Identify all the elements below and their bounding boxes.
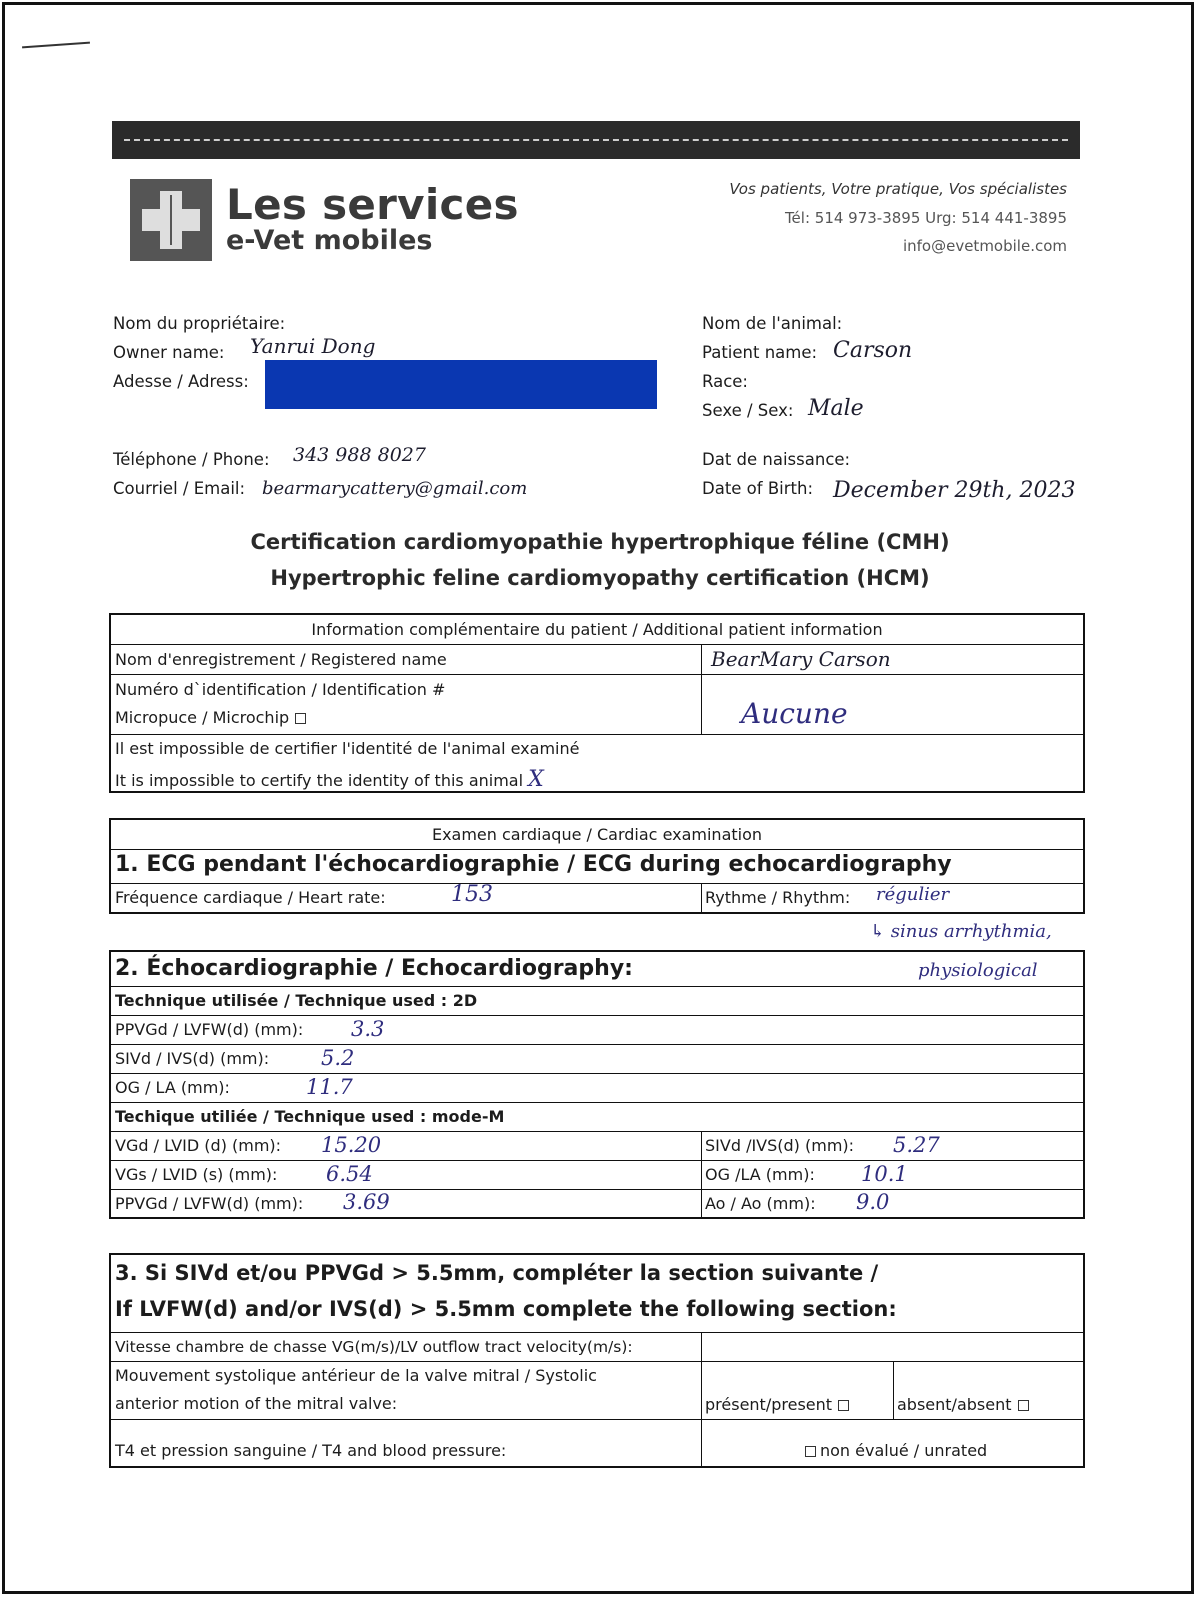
sam-label-line1: Mouvement systolique antérieur de la valve mitral / Systolic: [115, 1366, 597, 1385]
ao-value[interactable]: 9.0: [856, 1190, 890, 1214]
echo-section-title: 2. Échocardiographie / Echocardiography:: [115, 956, 633, 981]
sivd-label: SIVd / IVS(d) (mm):: [115, 1049, 270, 1068]
phone-value[interactable]: 343 988 8027: [293, 444, 426, 466]
table-header-row: [111, 820, 1083, 850]
email-label: Courriel / Email:: [113, 479, 246, 498]
table-row: [111, 675, 1083, 735]
sivd-m-value[interactable]: 5.27: [893, 1133, 940, 1157]
og-m-label: OG /LA (mm):: [705, 1165, 815, 1184]
owner-name-value[interactable]: Yanrui Dong: [250, 334, 376, 358]
phone-label: Téléphone / Phone:: [113, 450, 270, 469]
ecg-section-title: 1. ECG pendant l'échocardiographie / ECG during echocardiography: [115, 852, 952, 877]
ppvgd-label: PPVGd / LVFW(d) (mm):: [115, 1020, 304, 1039]
header-bar: [112, 121, 1080, 159]
rhythm-label: Rythme / Rhythm:: [705, 888, 851, 907]
table-row: [111, 1132, 1083, 1161]
registered-name-value[interactable]: BearMary Carson: [711, 647, 891, 671]
rhythm-value-line3: physiological: [918, 960, 1038, 981]
dob-value[interactable]: December 29th, 2023: [833, 478, 1076, 503]
table-row: [111, 884, 1083, 912]
t4-unrated-label: non évalué / unrated: [820, 1441, 988, 1460]
table-row: [111, 1103, 1083, 1132]
email-value[interactable]: bearmarycattery@gmail.com: [262, 478, 528, 499]
table-row: [111, 1161, 1083, 1190]
brand-name-line2: e-Vet mobiles: [226, 225, 433, 256]
table-row: [111, 1362, 1083, 1420]
microchip-checkbox[interactable]: [295, 713, 306, 724]
og-value[interactable]: 11.7: [306, 1075, 353, 1099]
rhythm-value-line2: ↳ sinus arrhythmia,: [870, 921, 1052, 942]
hcm-followup-table: [109, 1253, 1085, 1468]
identity-row: [111, 767, 544, 792]
animal-label-fr: Nom de l'animal:: [702, 314, 843, 333]
address-redaction: [265, 360, 657, 409]
sivd-m-label: SIVd /IVS(d) (mm):: [705, 1136, 855, 1155]
og-m-value[interactable]: 10.1: [861, 1162, 908, 1186]
owner-label-fr: Nom du propriétaire:: [113, 314, 286, 333]
dob-label-en: Date of Birth:: [702, 479, 814, 498]
address-label: Adesse / Adress:: [113, 372, 249, 391]
sam-present-label: présent/present: [705, 1395, 833, 1414]
contact-phones: Tél: 514 973-3895 Urg: 514 441-3895: [784, 209, 1067, 227]
contact-email: info@evetmobile.com: [902, 237, 1067, 255]
og-label: OG / LA (mm):: [115, 1078, 230, 1097]
race-label: Race:: [702, 372, 748, 391]
logo-icon: [130, 179, 212, 261]
table-row: [111, 735, 1083, 791]
vgd-value[interactable]: 15.20: [321, 1133, 382, 1157]
ppvgd-m-value[interactable]: 3.69: [343, 1190, 390, 1214]
patient-info-table: [109, 613, 1085, 793]
identification-label: Numéro d`identification / Identification #: [115, 680, 446, 699]
heart-rate-value[interactable]: 153: [451, 882, 493, 907]
identity-statement-fr: Il est impossible de certifier l'identité de l'animal examiné: [115, 739, 580, 758]
tagline: Vos patients, Votre pratique, Vos spécialistes: [729, 180, 1067, 198]
table-row: [111, 1074, 1083, 1103]
sam-absent-option[interactable]: [893, 1395, 1029, 1414]
microchip-label: Micropuce / Microchip: [115, 708, 290, 727]
table-row: [111, 645, 1083, 675]
animal-label-en: Patient name:: [702, 343, 818, 362]
t4-unrated-checkbox[interactable]: [805, 1446, 816, 1457]
registered-name-label: Nom d'enregistrement / Registered name: [115, 650, 447, 669]
table-row: [111, 1190, 1083, 1217]
sex-value[interactable]: Male: [808, 396, 864, 421]
table-row: [111, 1333, 1083, 1362]
rhythm-value-line1[interactable]: régulier: [876, 884, 950, 905]
vgs-value[interactable]: 6.54: [326, 1162, 373, 1186]
table-header-row: [111, 615, 1083, 645]
sam-absent-label: absent/absent: [897, 1395, 1012, 1414]
identity-statement-en: It is impossible to certify the identity of this animal: [115, 771, 524, 790]
owner-label-en: Owner name:: [113, 343, 225, 362]
sam-present-checkbox[interactable]: [838, 1400, 849, 1411]
vgd-label: VGd / LVID (d) (mm):: [115, 1136, 282, 1155]
brand-name-line1: Les services: [226, 180, 519, 229]
table-row: [111, 987, 1083, 1016]
t4-unrated-option[interactable]: [801, 1441, 987, 1460]
table-row: [111, 1045, 1083, 1074]
technique-m-label: Techique utiliée / Technique used : mode-M: [115, 1107, 505, 1126]
title-fr: Certification cardiomyopathie hypertrophique féline (CMH): [250, 530, 950, 554]
ao-label: Ao / Ao (mm):: [705, 1194, 816, 1213]
table-row: [111, 850, 1083, 884]
identity-checkmark[interactable]: X: [528, 767, 544, 792]
sivd-value[interactable]: 5.2: [321, 1046, 355, 1070]
section3-title-en: If LVFW(d) and/or IVS(d) > 5.5mm complete the following section:: [115, 1297, 897, 1321]
info-table-header: Information complémentaire du patient / Additional patient information: [311, 620, 883, 639]
header-bar-dashes: [124, 139, 1068, 141]
dob-label-fr: Dat de naissance:: [702, 450, 851, 469]
table-row: [111, 952, 1083, 987]
ecg-table: [109, 818, 1085, 914]
animal-name-value[interactable]: Carson: [833, 338, 913, 363]
outflow-velocity-label: Vitesse chambre de chasse VG(m/s)/LV outflow tract velocity(m/s):: [115, 1338, 633, 1356]
sam-label-line2: anterior motion of the mitral valve:: [115, 1394, 398, 1413]
sam-present-option[interactable]: [701, 1395, 849, 1414]
ppvgd-m-label: PPVGd / LVFW(d) (mm):: [115, 1194, 304, 1213]
identification-value[interactable]: Aucune: [741, 697, 848, 730]
table-row: [111, 1255, 1083, 1333]
section3-title-fr: 3. Si SIVd et/ou PPVGd > 5.5mm, compléter la section suivante /: [115, 1261, 879, 1285]
table-row: [111, 1016, 1083, 1045]
sam-absent-checkbox[interactable]: [1018, 1400, 1029, 1411]
title-en: Hypertrophic feline cardiomyopathy certification (HCM): [270, 566, 930, 590]
echo-table: [109, 950, 1085, 1219]
heart-rate-label: Fréquence cardiaque / Heart rate:: [115, 888, 386, 907]
table-row: [111, 1420, 1083, 1466]
vgs-label: VGs / LVID (s) (mm):: [115, 1165, 278, 1184]
sex-label: Sexe / Sex:: [702, 401, 794, 420]
microchip-row: [111, 708, 306, 727]
ppvgd-value[interactable]: 3.3: [351, 1017, 385, 1041]
exam-header: Examen cardiaque / Cardiac examination: [431, 825, 763, 844]
technique-2d-label: Technique utilisée / Technique used : 2D: [115, 991, 478, 1010]
t4-bp-label: T4 et pression sanguine / T4 and blood pressure:: [115, 1441, 507, 1460]
